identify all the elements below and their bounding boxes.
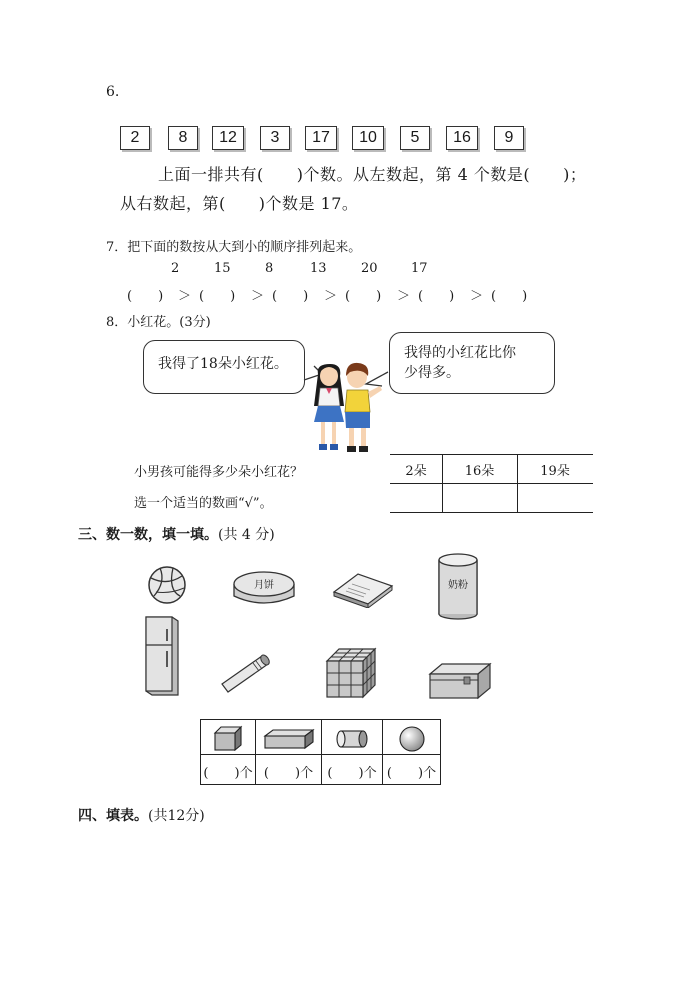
book-icon: [332, 570, 394, 608]
q7-number: 20: [361, 261, 378, 276]
answer-blank[interactable]: ( ): [272, 289, 309, 304]
section-3-heading: [78, 524, 275, 544]
refrigerator-icon: [140, 613, 180, 698]
greater-than-sign: ＞: [470, 289, 484, 304]
q7-number: 17: [411, 261, 428, 276]
number-card: 5: [400, 126, 430, 150]
greater-than-sign: ＞: [324, 289, 338, 304]
q7-number: 2: [171, 261, 180, 276]
milk-powder-label-text: 奶粉: [448, 580, 468, 591]
mooncake-label: 月饼: [254, 580, 274, 591]
greater-than-sign: ＞: [178, 289, 192, 304]
number-card: 9: [494, 126, 524, 150]
mooncake-tin-icon: [231, 568, 297, 612]
milk-powder-label: [448, 578, 468, 591]
q7-number: 15: [214, 261, 231, 276]
cuboid-count-blank[interactable]: ( )个: [263, 766, 314, 781]
section-3-points: (共 4 分): [218, 527, 275, 543]
milk-powder-can-icon: [436, 552, 480, 620]
cube-count-blank[interactable]: ( )个: [203, 766, 253, 781]
cylinder-count-blank[interactable]: ( )个: [327, 766, 377, 781]
q6-number: 6.: [106, 84, 120, 100]
tick-cell-16[interactable]: [443, 484, 517, 512]
box-icon: [428, 662, 492, 700]
option-2: 2朵: [405, 464, 427, 479]
answer-blank[interactable]: ( ): [418, 289, 455, 304]
greater-than-sign: ＞: [397, 289, 411, 304]
pencil-cylinder-icon: [216, 650, 274, 694]
q8-prompt: 8．小红花。(3分): [106, 315, 211, 330]
sphere-count-blank[interactable]: ( )个: [386, 766, 437, 781]
option-19: 19朵: [540, 464, 570, 479]
number-card: 2: [120, 126, 150, 150]
tick-cell-2[interactable]: [390, 484, 442, 512]
number-card: 17: [305, 126, 337, 150]
q8-instruction: 选一个适当的数画“√”。: [134, 496, 273, 511]
number-card: 12: [212, 126, 244, 150]
sphere-shape-icon: [398, 725, 426, 753]
cuboid-shape-icon: [263, 728, 315, 750]
section-3-title: 三、数一数，填一填。: [78, 527, 218, 543]
girl-speech-text: 我得了18朵小红花。: [158, 356, 288, 372]
boy-speech-line-2: 少得多。: [404, 365, 460, 381]
shape-count-table: [200, 719, 441, 785]
q7-number: 8: [265, 261, 274, 276]
q7-number: 13: [310, 261, 327, 276]
q7-prompt: 7．把下面的数按从大到小的顺序排列起来。: [106, 240, 362, 255]
answer-blank[interactable]: ( ): [345, 289, 382, 304]
q8-question: 小男孩可能得多少朵小红花？: [134, 465, 304, 480]
answer-blank[interactable]: ( ): [491, 289, 528, 304]
q8-option-table: [390, 454, 593, 513]
q6-line-2: 从右数起，第( )个数是 17。: [120, 194, 359, 213]
boy-speech-line-1: 我得的小红花比你: [404, 345, 516, 361]
option-16: 16朵: [464, 464, 495, 479]
number-card: 16: [446, 126, 478, 150]
children-illustration: [300, 360, 390, 456]
number-card: 8: [168, 126, 198, 150]
section-4-points: (共12分): [148, 808, 205, 824]
cube-stack-icon: [323, 645, 379, 701]
cylinder-shape-icon: [335, 728, 371, 750]
number-card: 10: [352, 126, 384, 150]
volleyball-icon: [146, 564, 188, 606]
boy-speech-bubble: [389, 332, 555, 394]
girl-speech-bubble: [143, 340, 305, 394]
section-4-heading: [78, 805, 205, 825]
answer-blank[interactable]: ( ): [127, 289, 164, 304]
cube-shape-icon: [211, 725, 245, 751]
greater-than-sign: ＞: [251, 289, 265, 304]
tick-cell-19[interactable]: [518, 484, 593, 512]
number-card: 3: [260, 126, 290, 150]
q6-line-1: 上面一排共有( )个数。从左数起，第 4 个数是( )；: [158, 165, 587, 184]
answer-blank[interactable]: ( ): [199, 289, 236, 304]
section-4-title: 四、填表。: [78, 808, 148, 824]
